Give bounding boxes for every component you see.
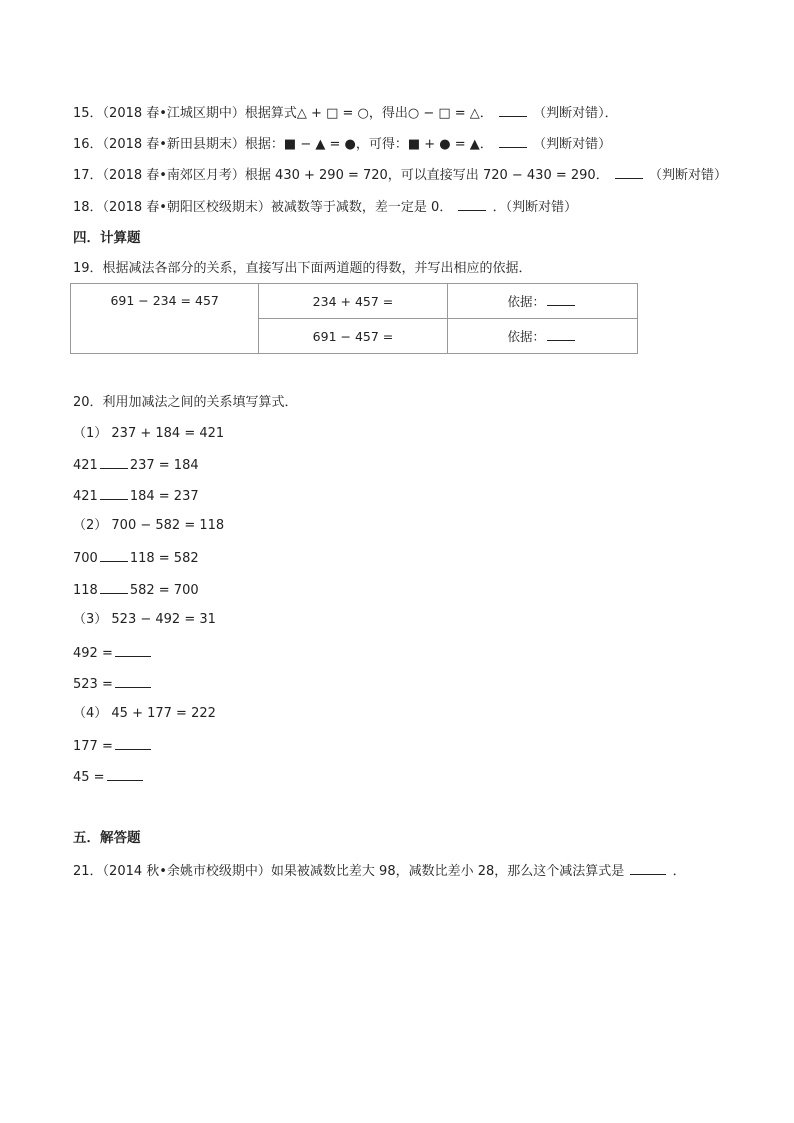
expression-2: 691 − 457 =	[259, 319, 447, 354]
q20-line-4	[73, 517, 224, 535]
question-16-text: 16．（2018 春•新田县期末）根据：■ − ▲ = ●，可得：■ + ● = ▲．	[73, 137, 493, 152]
question-18	[73, 197, 577, 217]
question-17	[73, 165, 727, 185]
answer-blank[interactable]	[115, 674, 151, 688]
operator-blank[interactable]	[100, 580, 128, 594]
equation-text: （4） 45 + 177 = 222	[73, 706, 216, 721]
answer-blank[interactable]	[115, 643, 151, 657]
equation-text: （1） 237 + 184 = 421	[73, 426, 225, 441]
question-21-text: 21．（2014 秋•余姚市校级期中）如果被减数比差大 98，减数比差小 28，那么这个减法算式是	[73, 864, 625, 879]
basis-label: 依据：	[507, 329, 546, 344]
equation-text: 492 =	[73, 646, 113, 661]
section-heading-calculation: 四．计算题	[73, 230, 141, 246]
basis-blank[interactable]	[547, 292, 575, 306]
question-16	[73, 134, 611, 154]
expression-1: 234 + 457 =	[259, 284, 447, 319]
question-18-suffix: ．（判断对错）	[492, 200, 578, 215]
question-19-title: 19．根据减法各部分的关系，直接写出下面两道题的得数，并写出相应的依据．	[73, 261, 532, 276]
basis-cell-1	[447, 284, 637, 319]
equation-text: （2） 700 − 582 = 118	[73, 518, 225, 533]
equation-text: 45 =	[73, 770, 105, 785]
answer-blank[interactable]	[615, 165, 643, 179]
equation-text: 421	[73, 458, 98, 473]
given-equation: 691 − 234 = 457	[71, 284, 259, 354]
q20-line-7	[73, 611, 216, 629]
equation-text: 118	[73, 583, 98, 598]
question-21	[73, 861, 686, 881]
equation-text: 523 =	[73, 677, 113, 692]
question-17-suffix: （判断对错）	[648, 168, 727, 183]
operator-blank[interactable]	[100, 548, 128, 562]
q20-line-3	[73, 486, 199, 506]
q20-line-6	[73, 580, 199, 600]
q20-line-11	[73, 736, 153, 756]
question-15-text: 15．（2018 春•江城区期中）根据算式△ + □ = ○，得出○ − □ = △．	[73, 106, 493, 121]
q20-line-5	[73, 548, 199, 568]
equation-text: 700	[73, 551, 98, 566]
answer-blank[interactable]	[499, 103, 527, 117]
q20-line-8	[73, 643, 153, 663]
answer-blank[interactable]	[115, 736, 151, 750]
equation-text: 177 =	[73, 739, 113, 754]
q20-line-10	[73, 705, 216, 723]
question-18-text: 18．（2018 春•朝阳区校级期末）被减数等于减数，差一定是 0．	[73, 200, 453, 215]
equation-text: 118 = 582	[129, 551, 199, 566]
question-17-text: 17．（2018 春•南郊区月考）根据 430 + 290 = 720，可以直接写出 720 − 430 = 290．	[73, 168, 609, 183]
equation-text: 237 = 184	[129, 458, 199, 473]
q20-line-1	[73, 425, 224, 443]
question-21-suffix: ．	[672, 864, 686, 879]
question-16-suffix: （判断对错）	[533, 137, 612, 152]
q20-line-9	[73, 674, 153, 694]
question-15-suffix: （判断对错）．	[533, 106, 618, 121]
equation-text: 421	[73, 489, 98, 504]
equation-text: （3） 523 − 492 = 31	[73, 612, 216, 627]
answer-blank[interactable]	[458, 197, 486, 211]
basis-blank[interactable]	[547, 327, 575, 341]
basis-cell-2	[447, 319, 637, 354]
answer-blank[interactable]	[107, 767, 143, 781]
equation-text: 184 = 237	[129, 489, 199, 504]
operator-blank[interactable]	[100, 486, 128, 500]
basis-label: 依据：	[507, 294, 546, 309]
question-19-table	[70, 283, 638, 354]
question-15	[73, 103, 618, 123]
equation-text: 582 = 700	[129, 583, 199, 598]
section-heading-answer: 五．解答题	[73, 830, 141, 846]
q20-line-2	[73, 455, 199, 475]
q20-line-12	[73, 767, 145, 787]
answer-blank[interactable]	[499, 134, 527, 148]
answer-blank[interactable]	[630, 861, 666, 875]
question-20-title: 20．利用加减法之间的关系填写算式．	[73, 395, 298, 410]
operator-blank[interactable]	[100, 455, 128, 469]
